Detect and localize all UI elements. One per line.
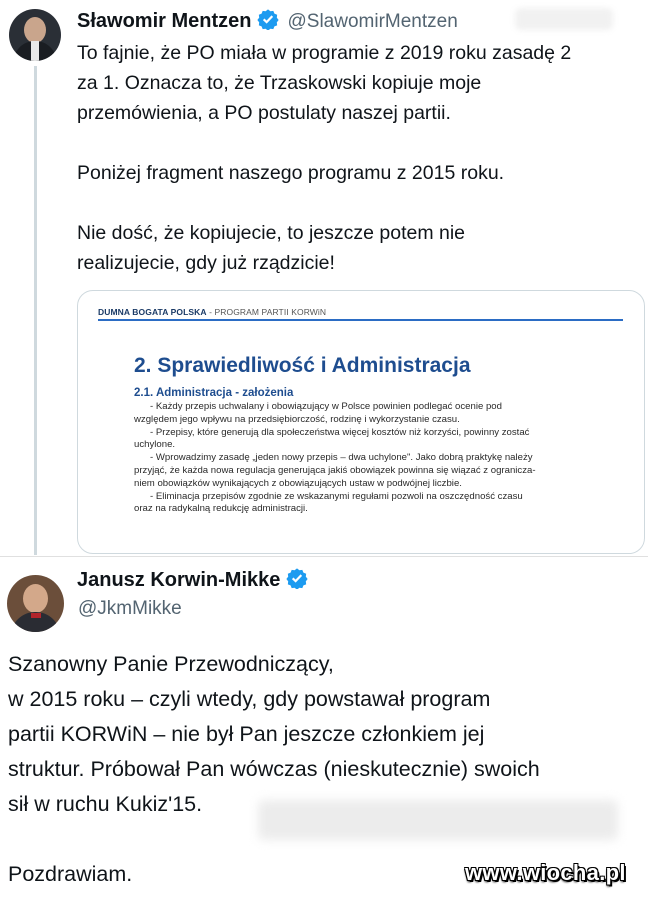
blurred-region <box>515 8 613 30</box>
avatar-korwin-mikke[interactable] <box>7 575 64 632</box>
tweet-korwin-mikke <box>0 557 648 900</box>
verified-badge-icon <box>286 567 308 594</box>
text-line: Nie dość, że kopiujecie, to jeszcze potem nie <box>77 222 466 244</box>
header-rule <box>98 319 623 321</box>
site-watermark: www.wiocha.pl <box>465 860 626 885</box>
text-line: w 2015 roku – czyli wtedy, gdy powstawał program <box>8 687 491 711</box>
tweet1-paragraph-2: Poniżej fragment naszego programu z 2015 roku. <box>77 162 505 184</box>
document-line: - Wprowadzimy zasadę „jeden nowy przepis – dwa uchylone". Jako dobrą praktykę należy <box>150 452 533 464</box>
author-name[interactable]: Janusz Korwin-Mikke <box>77 569 281 591</box>
document-line: niem obowiązków wynikających z obowiązujących ustaw w podwójnej liczbie. <box>134 477 462 489</box>
blurred-region <box>258 800 618 840</box>
tweet1-paragraph-1 <box>77 38 571 128</box>
tweet2-paragraph-1 <box>8 647 540 822</box>
tweet1-header <box>77 8 458 35</box>
tweet2-text <box>8 647 540 892</box>
text-line: Szanowny Panie Przewodniczący, <box>8 652 334 676</box>
document-line: względem jego wpływu na przedsiębiorczość, rodzinę i wykorzystanie czasu. <box>134 413 460 425</box>
document-body <box>134 401 626 516</box>
author-handle[interactable]: @SlawomirMentzen <box>287 10 458 32</box>
text-line: sił w ruchu Kukiz'15. <box>8 792 203 816</box>
document-subsection-title: 2.1. Administracja - założenia <box>134 387 294 399</box>
text-line: realizujecie, gdy już rządzicie! <box>77 252 335 274</box>
tweet1-text <box>77 38 571 278</box>
text-line: za 1. Oznacza to, że Trzaskowski kopiuje moje <box>77 72 482 94</box>
document-line: przyjąć, że każda nowa regulacja generująca jakiś obowiązek powinna się wiązać z ogranicza- <box>134 464 536 476</box>
document-line: uchylone. <box>134 439 176 451</box>
document-header-sub: - PROGRAM PARTII KORWiN <box>206 307 327 317</box>
thread-connector-line <box>34 66 37 555</box>
text-line: partii KORWiN – nie był Pan jeszcze członkiem jej <box>8 722 485 746</box>
text-line: To fajnie, że PO miała w programie z 2019 roku zasadę 2 <box>77 42 572 64</box>
author-handle[interactable]: @JkmMikke <box>78 598 182 619</box>
avatar-mentzen[interactable] <box>9 9 61 61</box>
document-line: - Każdy przepis uchwalany i obowiązujący w Polsce powinien podlegać ocenie pod <box>150 401 502 412</box>
document-line: - Przepisy, które generują dla społeczeństwa więcej kosztów niż korzyści, powinny zostać <box>150 426 530 438</box>
document-line: - Eliminacja przepisów zgodnie ze wskazanymi regułami pozwoli na oszczędność czasu <box>150 490 523 502</box>
text-line: przemówienia, a PO postulaty naszej partii. <box>77 102 451 124</box>
document-header <box>98 307 326 317</box>
text-line: struktur. Próbował Pan wówczas (nieskutecznie) swoich <box>8 757 540 781</box>
attached-image-card[interactable] <box>77 290 645 554</box>
tweet2-header <box>77 567 308 594</box>
document-line: oraz na radykalną redukcję administracji. <box>134 503 308 515</box>
verified-badge-icon <box>257 8 279 35</box>
tweet1-paragraph-3 <box>77 218 571 278</box>
tweet2-closing: Pozdrawiam. <box>8 862 133 886</box>
document-brand: DUMNA BOGATA POLSKA <box>98 307 207 317</box>
document-section-title: 2. Sprawiedliwość i Administracja <box>134 354 471 377</box>
author-name[interactable]: Sławomir Mentzen <box>77 10 252 32</box>
